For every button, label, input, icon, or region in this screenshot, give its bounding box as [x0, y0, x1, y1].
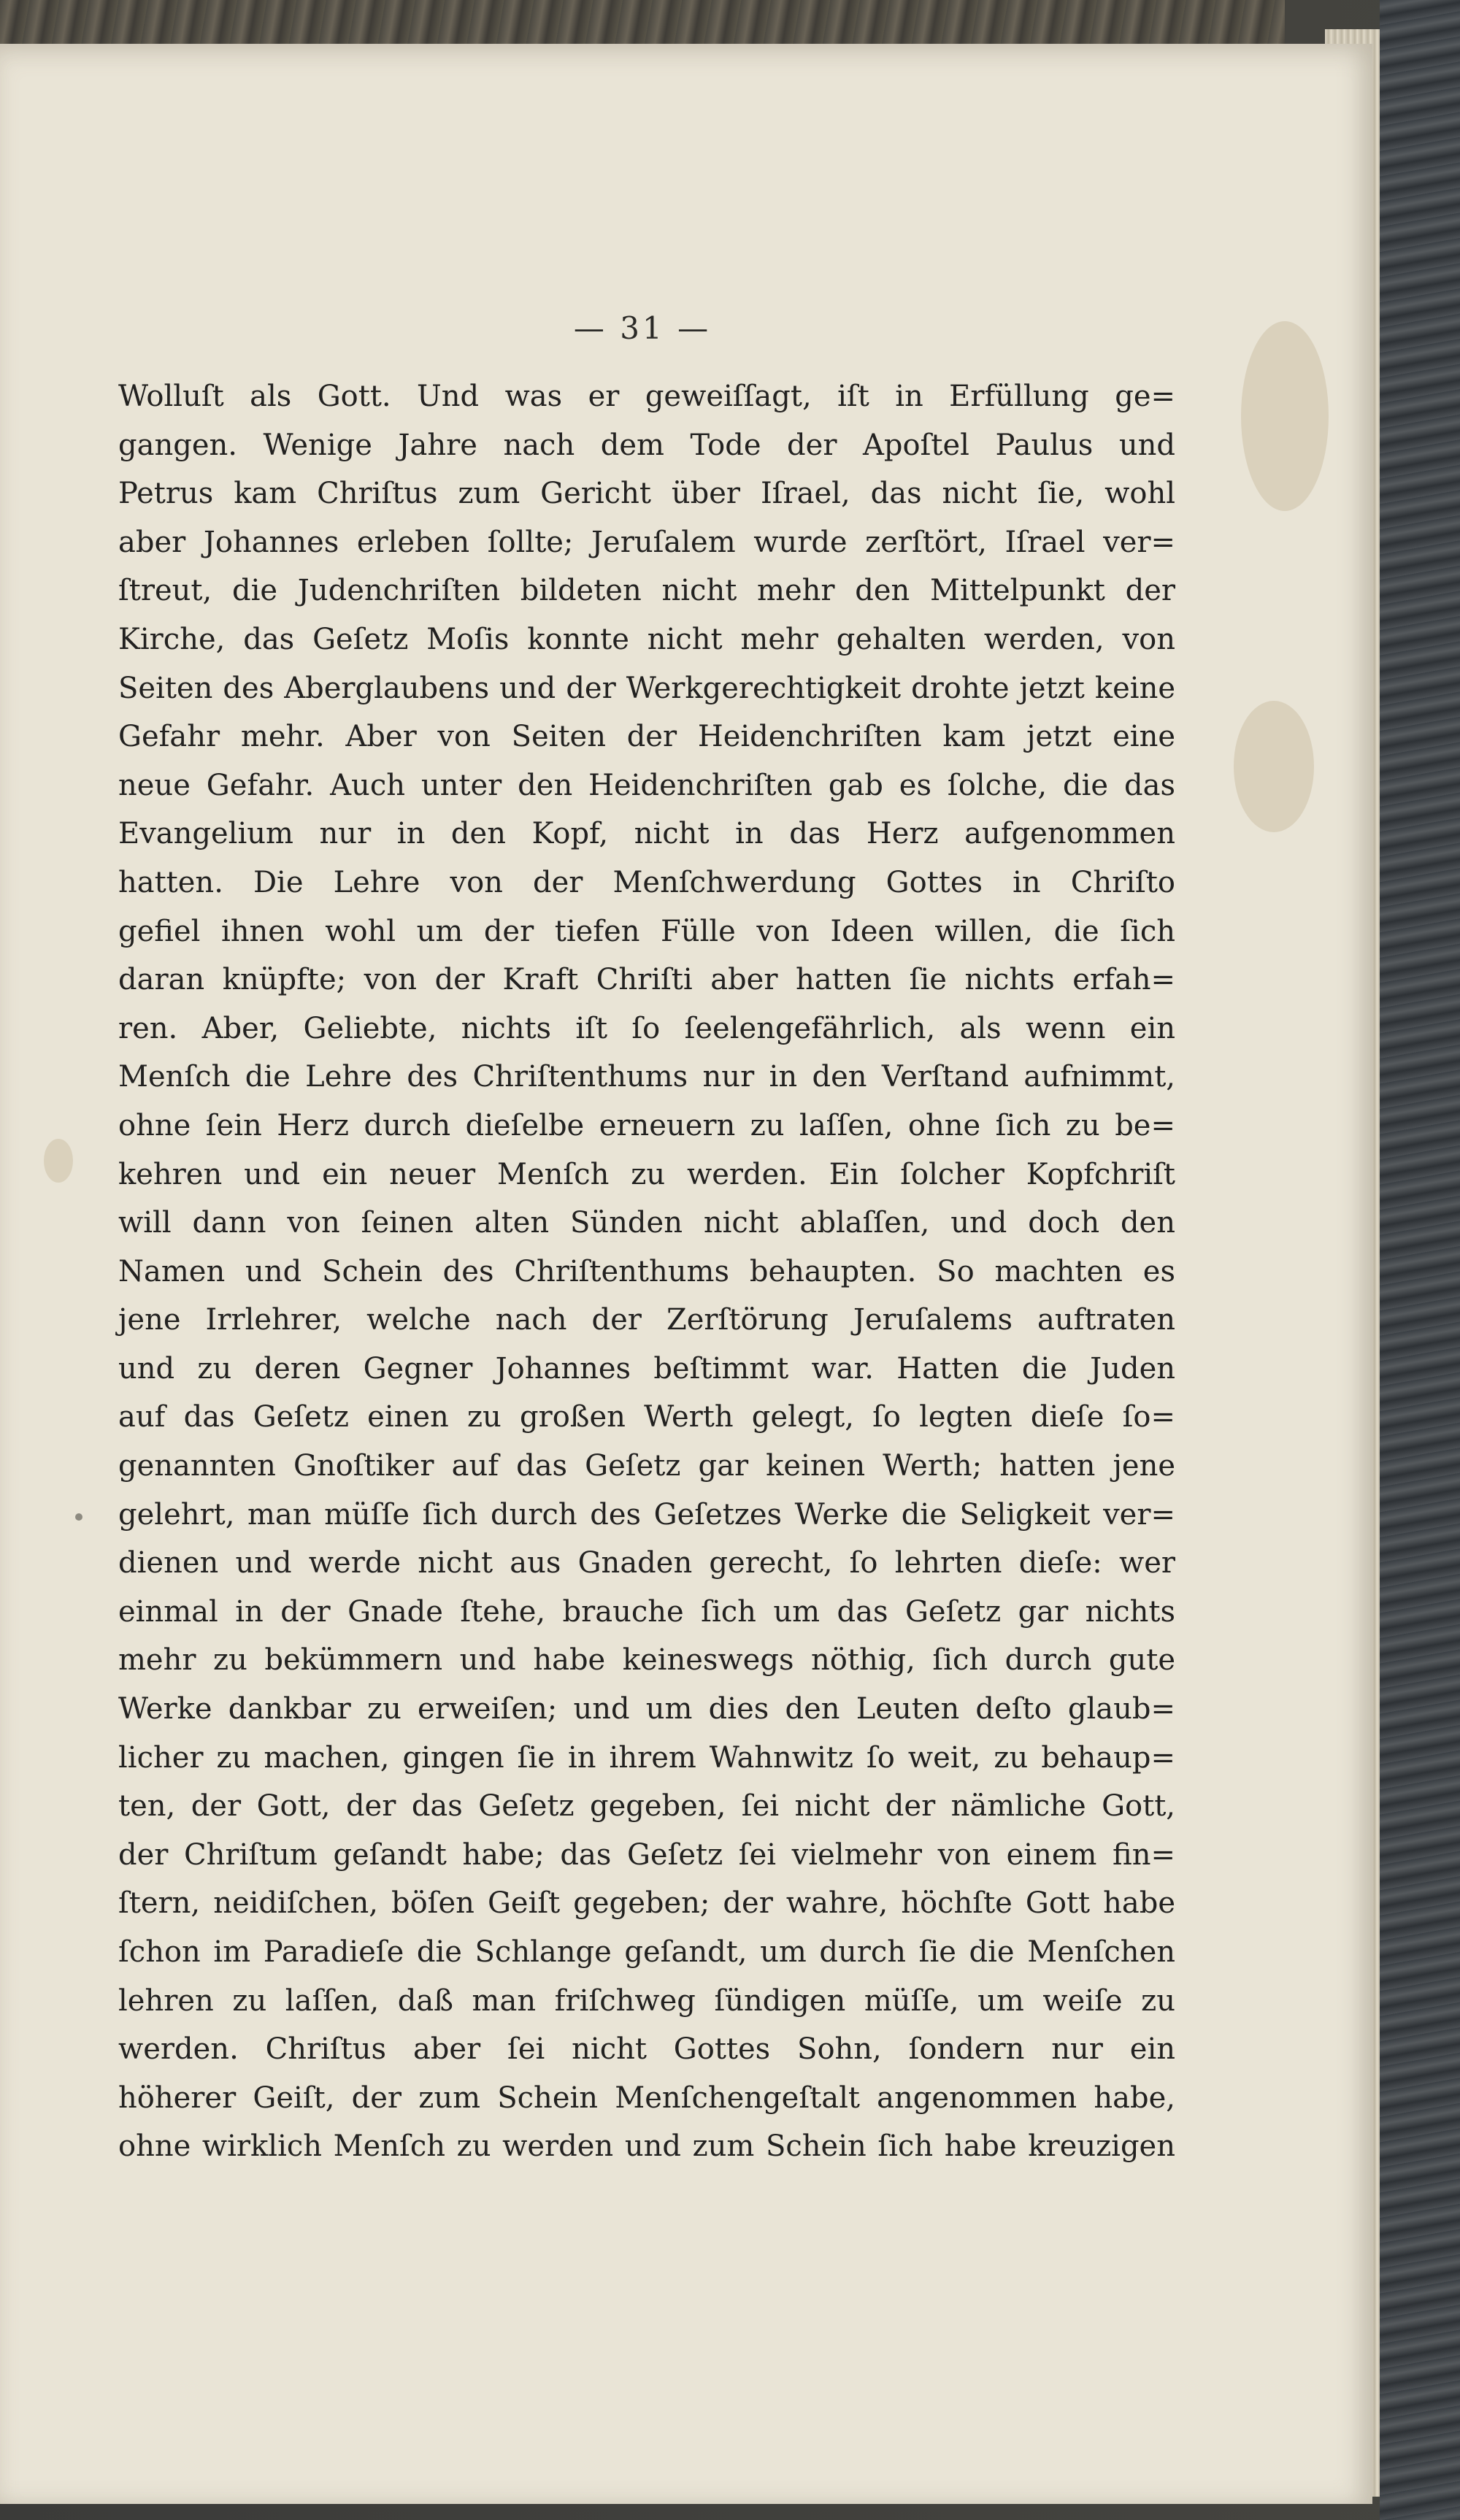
text-line: mehr zu bekümmern und habe keineswegs nöthig, ſich durch gute [118, 1643, 1175, 1678]
text-line: ten, der Gott, der das Geſetz gegeben, ſei nicht der nämliche Gott, [118, 1789, 1175, 1824]
text-line: ſchon im Paradieſe die Schlange geſandt, um durch ſie die Menſchen [118, 1935, 1175, 1969]
text-line: Wolluſt als Gott. Und was er geweiſſagt, iſt in Erfüllung ge= [118, 380, 1175, 413]
text-line: Werke dankbar zu erweiſen; und um dies den Leuten deſto glaub= [118, 1692, 1175, 1726]
text-line: ren. Aber, Geliebte, nichts iſt ſo ſeelengefährlich, als wenn ein [118, 1011, 1175, 1045]
text-line: Evangelium nur in den Kopf, nicht in das Herz aufgenommen [118, 817, 1175, 851]
text-line: lehren zu laſſen, daß man friſchweg ſündigen müſſe, um weiſe zu [118, 1983, 1175, 2018]
text-line: werden. Chriſtus aber ſei nicht Gottes Sohn, ſondern nur ein [118, 2032, 1175, 2067]
page-number: — 31 — [573, 310, 712, 346]
text-line: kehren und ein neuer Menſch zu werden. Ein ſolcher Kopfchriſt [118, 1157, 1175, 1191]
text-line: neue Gefahr. Auch unter den Heidenchriſten gab es ſolche, die das [118, 768, 1175, 802]
foxing-stain [1241, 321, 1329, 511]
foxing-stain [1234, 701, 1314, 832]
text-line: Petrus kam Chriſtus zum Gericht über Iſrael, das nicht ſie, wohl [118, 477, 1175, 511]
text-line: will dann von ſeinen alten Sünden nicht ablaſſen, und doch den [118, 1206, 1175, 1240]
text-line: gefiel ihnen wohl um der tiefen Fülle von Ideen willen, die ſich [118, 914, 1175, 948]
text-line: licher zu machen, gingen ſie in ihrem Wahnwitz ſo weit, zu behaup= [118, 1740, 1175, 1775]
text-line: ohne wirklich Menſch zu werden und zum Schein ſich habe kreuzigen [118, 2129, 1175, 2164]
text-line: einmal in der Gnade ſtehe, brauche ſich um das Geſetz gar nichts [118, 1594, 1175, 1629]
text-line: Menſch die Lehre des Chriſtenthums nur in den Verſtand aufnimmt, [118, 1060, 1175, 1094]
foxing-stain [44, 1139, 73, 1183]
text-line: Namen und Schein des Chriſtenthums behaupten. So machten es [118, 1254, 1175, 1288]
text-line: Kirche, das Geſetz Moſis konnte nicht mehr gehalten werden, von [118, 622, 1175, 656]
text-line: der Chriſtum geſandt habe; das Geſetz ſei vielmehr von einem fin= [118, 1837, 1175, 1872]
pencil-mark [75, 1513, 82, 1521]
text-line: ohne ſein Herz durch dieſelbe erneuern zu laſſen, ohne ſich zu be= [118, 1108, 1175, 1142]
text-line: daran knüpfte; von der Kraft Chriſti aber hatten ſie nichts erfah= [118, 963, 1175, 997]
text-line: jene Irrlehrer, welche nach der Zerſtörung Jeruſalems auftraten [118, 1303, 1175, 1337]
text-line: Seiten des Aberglaubens und der Werkgerechtigkeit drohte jetzt keine [118, 671, 1175, 705]
text-line: aber Johannes erleben ſollte; Jeruſalem wurde zerſtört, Iſrael ver= [118, 525, 1175, 559]
text-line: und zu deren Gegner Johannes beſtimmt war. Hatten die Juden [118, 1351, 1175, 1386]
text-line: genannten Gnoſtiker auf das Geſetz gar keinen Werth; hatten jene [118, 1449, 1175, 1483]
book-cover-right-edge [1380, 0, 1460, 2520]
text-line: ſtern, neidiſchen, böſen Geiſt gegeben; der wahre, höchſte Gott habe [118, 1886, 1175, 1921]
text-line: gelehrt, man müſſe ſich durch des Geſetzes Werke die Seligkeit ver= [118, 1497, 1175, 1532]
text-line: auf das Geſetz einen zu großen Werth gelegt, ſo legten dieſe ſo= [118, 1400, 1175, 1434]
text-line: dienen und werde nicht aus Gnaden gerecht, ſo lehrten dieſe: wer [118, 1546, 1175, 1580]
text-line: hatten. Die Lehre von der Menſchwerdung Gottes in Chriſto [118, 865, 1175, 899]
body-text [118, 372, 1175, 2171]
text-line: gangen. Wenige Jahre nach dem Tode der Apoſtel Paulus und [118, 428, 1175, 462]
text-line: höherer Geiſt, der zum Schein Menſchengeſtalt angenommen habe, [118, 2081, 1175, 2115]
text-line: Gefahr mehr. Aber von Seiten der Heidenchriſten kam jetzt eine [118, 720, 1175, 754]
text-line: ſtreut, die Judenchriſten bildeten nicht mehr den Mittelpunkt der [118, 574, 1175, 608]
